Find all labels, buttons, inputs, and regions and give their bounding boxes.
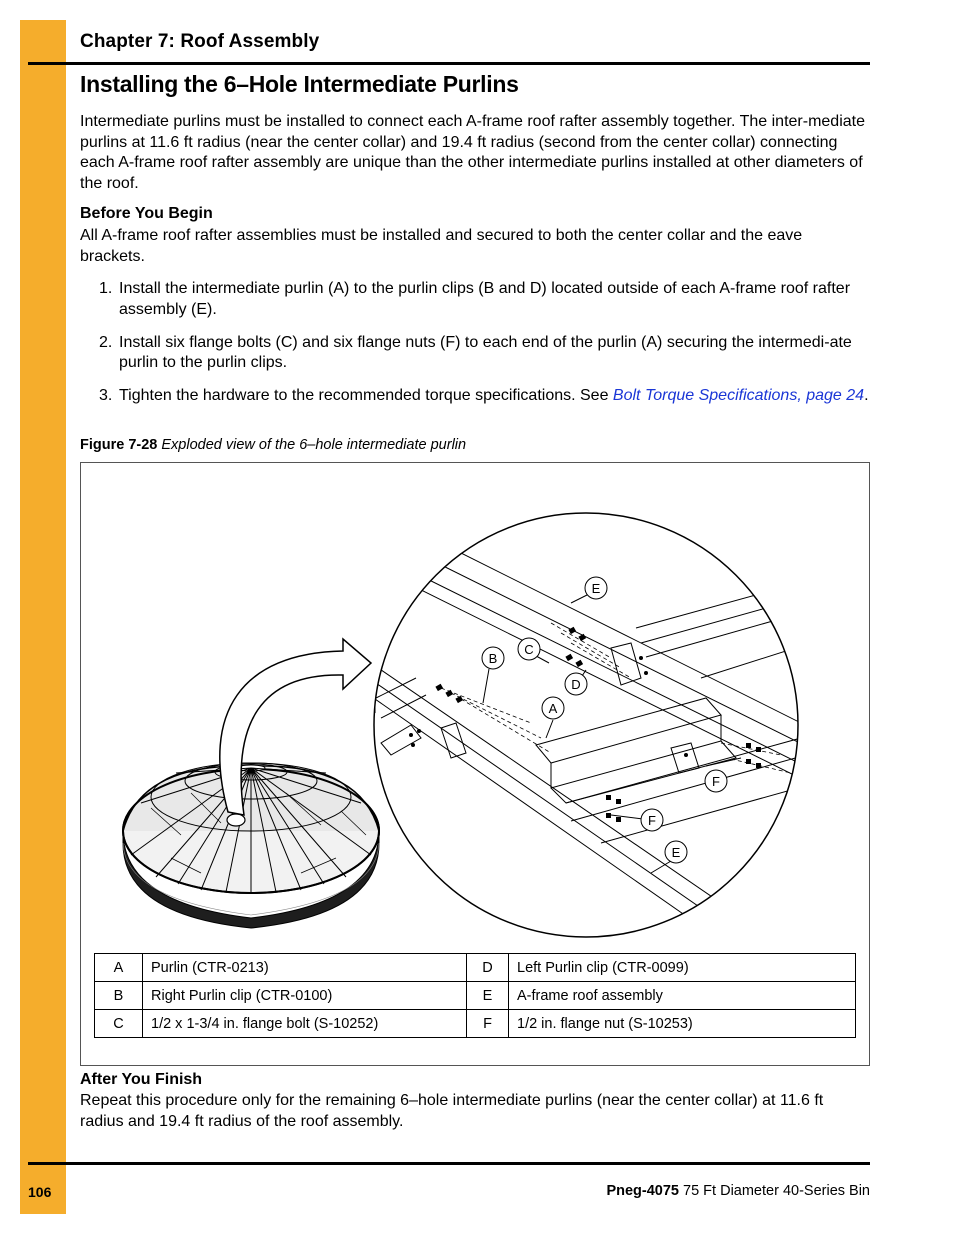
legend-description: 1/2 x 1-3/4 in. flange bolt (S-10252)	[143, 1010, 467, 1038]
figure-label: Figure 7-28	[80, 437, 158, 453]
after-you-finish-text: Repeat this procedure only for the remaining 6–hole intermediate purlins (near the center collar) at 11.6 ft radius and 19.4 ft radius of the roof assembly.	[80, 1092, 824, 1130]
doc-title: 75 Ft Diameter 40-Series Bin	[679, 1183, 870, 1199]
figure-caption-text: Exploded view of the 6–hole intermediate purlin	[161, 437, 467, 453]
legend-key: E	[467, 982, 509, 1010]
before-you-begin-heading: Before You Begin	[80, 205, 213, 222]
page-number: 106	[28, 1184, 52, 1200]
callout-d	[565, 673, 587, 695]
legend-description: A-frame roof assembly	[509, 982, 856, 1010]
step-text: Install the intermediate purlin (A) to the purlin clips (B and D) located outside of each A-frame roof rafter assembly (E).	[119, 280, 851, 318]
step-text: Tighten the hardware to the recommended torque specifications. See	[119, 387, 613, 404]
callout-label: E	[591, 581, 601, 596]
header-rule	[28, 62, 870, 65]
callout-label: C	[524, 642, 534, 657]
procedure-steps	[80, 279, 870, 419]
callout-f-right	[705, 770, 727, 792]
bolt-torque-link[interactable]: Bolt Torque Specifications, page 24	[612, 387, 865, 404]
callout-label: A	[548, 701, 558, 716]
callout-label: B	[488, 651, 498, 666]
chapter-title: Chapter 7: Roof Assembly	[80, 31, 320, 52]
step-number: 1.	[99, 280, 113, 297]
step-2	[80, 333, 870, 374]
legend-key: C	[95, 1010, 143, 1038]
doc-id: Pneg-4075	[606, 1183, 679, 1199]
callout-label: E	[671, 845, 681, 860]
legend-description: Purlin (CTR-0213)	[143, 954, 467, 982]
legend-key: B	[95, 982, 143, 1010]
callout-e-top	[585, 577, 607, 599]
roof-dome-drawing	[123, 763, 379, 928]
callout-label: F	[712, 774, 720, 789]
step-text: Install six flange bolts (C) and six flange nuts (F) to each end of the purlin (A) securing the intermedi-ate purlin to the purlin clips.	[119, 333, 852, 371]
chapter-side-bar	[20, 20, 66, 1214]
table-row	[95, 1010, 856, 1038]
callout-e-bottom	[665, 841, 687, 863]
step-text-end: .	[864, 387, 869, 404]
step-number: 2.	[99, 333, 113, 351]
legend-description: Left Purlin clip (CTR-0099)	[509, 954, 856, 982]
after-you-finish-heading: After You Finish	[80, 1071, 203, 1088]
figure-caption	[80, 437, 466, 453]
legend-description: 1/2 in. flange nut (S-10253)	[509, 1010, 856, 1038]
magnified-detail-circle	[374, 513, 798, 937]
section-title: Installing the 6–Hole Intermediate Purlins	[80, 71, 519, 97]
footer-rule	[28, 1162, 870, 1165]
legend-description: Right Purlin clip (CTR-0100)	[143, 982, 467, 1010]
before-you-begin-text: All A-frame roof rafter assemblies must be installed and secured to both the center collar and the eave brackets.	[80, 227, 803, 265]
callout-c	[518, 638, 540, 660]
callout-label: F	[648, 813, 656, 828]
parts-legend-table	[94, 953, 856, 1038]
legend-key: A	[95, 954, 143, 982]
table-row	[95, 954, 856, 982]
intro-paragraph: Intermediate purlins must be installed to connect each A-frame roof rafter assembly together. The inter-mediate purlins at 11.6 ft radius (near the center collar) and 19.4 ft radius (second from the center collar) connecting each A-frame roof rafter assembly are unique than the other intermediate purlins installed at other diameters of the roof.	[80, 113, 865, 192]
step-number: 3.	[99, 387, 113, 404]
callout-f-lower	[641, 809, 663, 831]
table-row	[95, 982, 856, 1010]
step-1	[80, 279, 870, 320]
footer-document-title	[606, 1183, 870, 1199]
legend-key: D	[467, 954, 509, 982]
callout-label: D	[571, 677, 581, 692]
callout-b	[482, 647, 504, 669]
legend-key: F	[467, 1010, 509, 1038]
step-3	[80, 386, 870, 407]
callout-a	[542, 697, 564, 719]
